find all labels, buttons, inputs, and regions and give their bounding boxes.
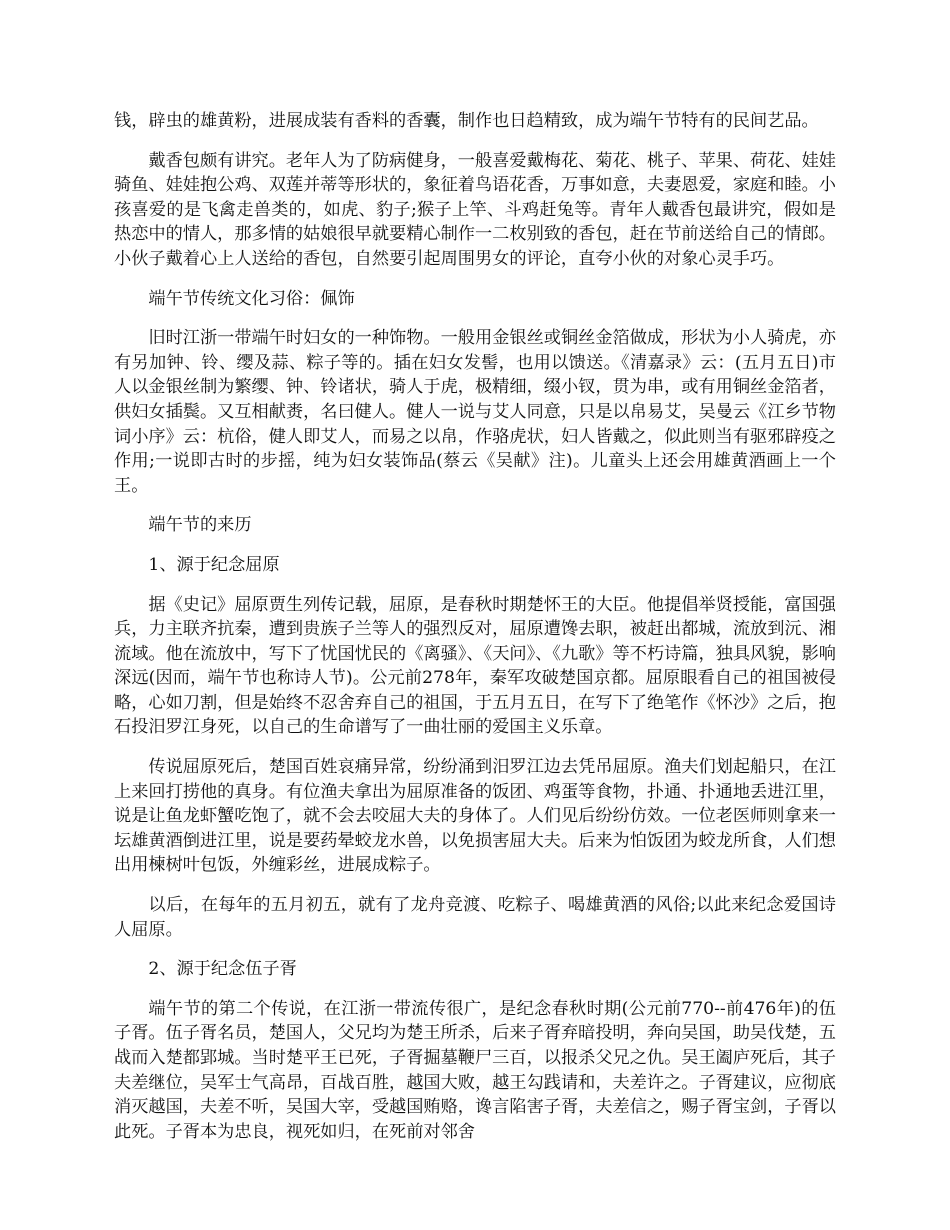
paragraph-wu-zixu: 端午节的第二个传说，在江浙一带流传很广，是纪念春秋时期(公元前770--前476年)的伍子胥。伍子胥名员，楚国人，父兄均为楚王所杀，后来子胥弃暗投明，奔向吴国，助吴伐楚，五战而入楚都郢城。当时楚平王已死，子胥掘墓鞭尸三百，以报杀父兄之仇。吴王阖庐死后，其子夫差继位，吴军士气高昂，百战百胜，越国大败，越王勾践请和，夫差许之。子胥建议，应彻底消灭越国，夫差不听，吴国大宰，受越国贿赂，谗言陷害子胥，夫差信之，赐子胥宝剑，子胥以此死。子胥本为忠良，视死如归，在死前对邻舍: [114, 998, 836, 1142]
paragraph-qu-yuan-history: 据《史记》屈原贾生列传记载，屈原，是春秋时期楚怀王的大臣。他提倡举贤授能，富国强兵，力主联齐抗秦，遭到贵族子兰等人的强烈反对，屈原遭馋去职，被赶出都城，流放到沅、湘流域。他在流放中，写下了忧国忧民的《离骚》、《天问》、《九歌》等不朽诗篇，独具风貌，影响深远(因而，端午节也称诗人节)。公元前278年，秦军攻破楚国京都。屈原眼看自己的祖国被侵略，心如刀割，但是始终不忍舍弃自己的祖国，于五月五日，在写下了绝笔作《怀沙》之后，抱石投汨罗江身死，以自己的生命谱写了一曲壮丽的爱国主义乐章。: [114, 594, 836, 738]
paragraph-ornaments: 旧时江浙一带端午时妇女的一种饰物。一般用金银丝或铜丝金箔做成，形状为小人骑虎，亦有另加钟、铃、缨及蒜、粽子等的。插在妇女发髻，也用以馈送。《清嘉录》云：(五月五日)市人以金银丝制为繁缨、钟、铃诸状，骑人于虎，极精细，缀小钗，贯为串，或有用铜丝金箔者，供妇女插鬓。又互相献赉，名曰健人。健人一说与艾人同意，只是以帛易艾，吴曼云《江乡节物词小序》云：杭俗，健人即艾人，而易之以帛，作骆虎状，妇人皆戴之，似此则当有驱邪辟疫之作用;一说即古时的步摇，纯为妇女装饰品(蔡云《吴献》注)。儿童头上还会用雄黄酒画上一个王。: [114, 328, 836, 496]
section-heading-ornaments: 端午节传统文化习俗：佩饰: [148, 288, 355, 309]
document-page: [114, 109, 836, 1159]
paragraph-qu-yuan-legend: 传说屈原死后，楚国百姓哀痛异常，纷纷涌到汨罗江边去凭吊屈原。渔夫们划起船只，在江上来回打捞他的真身。有位渔夫拿出为屈原准备的饭团、鸡蛋等食物，扑通、扑通地丢进江里，说是让鱼龙虾蟹吃饱了，就不会去咬屈大夫的身体了。人们见后纷纷仿效。一位老医师则拿来一坛雄黄酒倒进江里，说是要药晕蛟龙水兽，以免损害屈大夫。后来为怕饭团为蛟龙所食，人们想出用楝树叶包饭，外缠彩丝，进展成粽子。: [114, 757, 836, 876]
paragraph-qu-yuan-customs: 以后，在每年的五月初五，就有了龙舟竞渡、吃粽子、喝雄黄酒的风俗;以此来纪念爱国诗人屈原。: [114, 895, 836, 940]
paragraph-continuation: 钱，辟虫的雄黄粉，进展成装有香料的香囊，制作也日趋精致，成为端午节特有的民间艺品。: [114, 111, 819, 131]
paragraph-sachet-customs: 戴香包颇有讲究。老年人为了防病健身，一般喜爱戴梅花、菊花、桃子、苹果、荷花、娃娃骑鱼、娃娃抱公鸡、双莲并蒂等形状的，象征着鸟语花香，万事如意，夫妻恩爱，家庭和睦。小孩喜爱的是飞禽走兽类的，如虎、豹子;猴子上竿、斗鸡赶兔等。青年人戴香包最讲究，假如是热恋中的情人，那多情的姑娘很早就要精心制作一二枚别致的香包，赶在节前送给自己的情郎。小伙子戴着心上人送给的香包，自然要引起周围男女的评论，直夸小伙的对象心灵手巧。: [114, 150, 836, 269]
section-heading-origin: 端午节的来历: [148, 515, 252, 536]
subheading-qu-yuan: 1、源于纪念屈原: [148, 554, 280, 575]
subheading-wu-zixu: 2、源于纪念伍子胥: [148, 959, 297, 980]
